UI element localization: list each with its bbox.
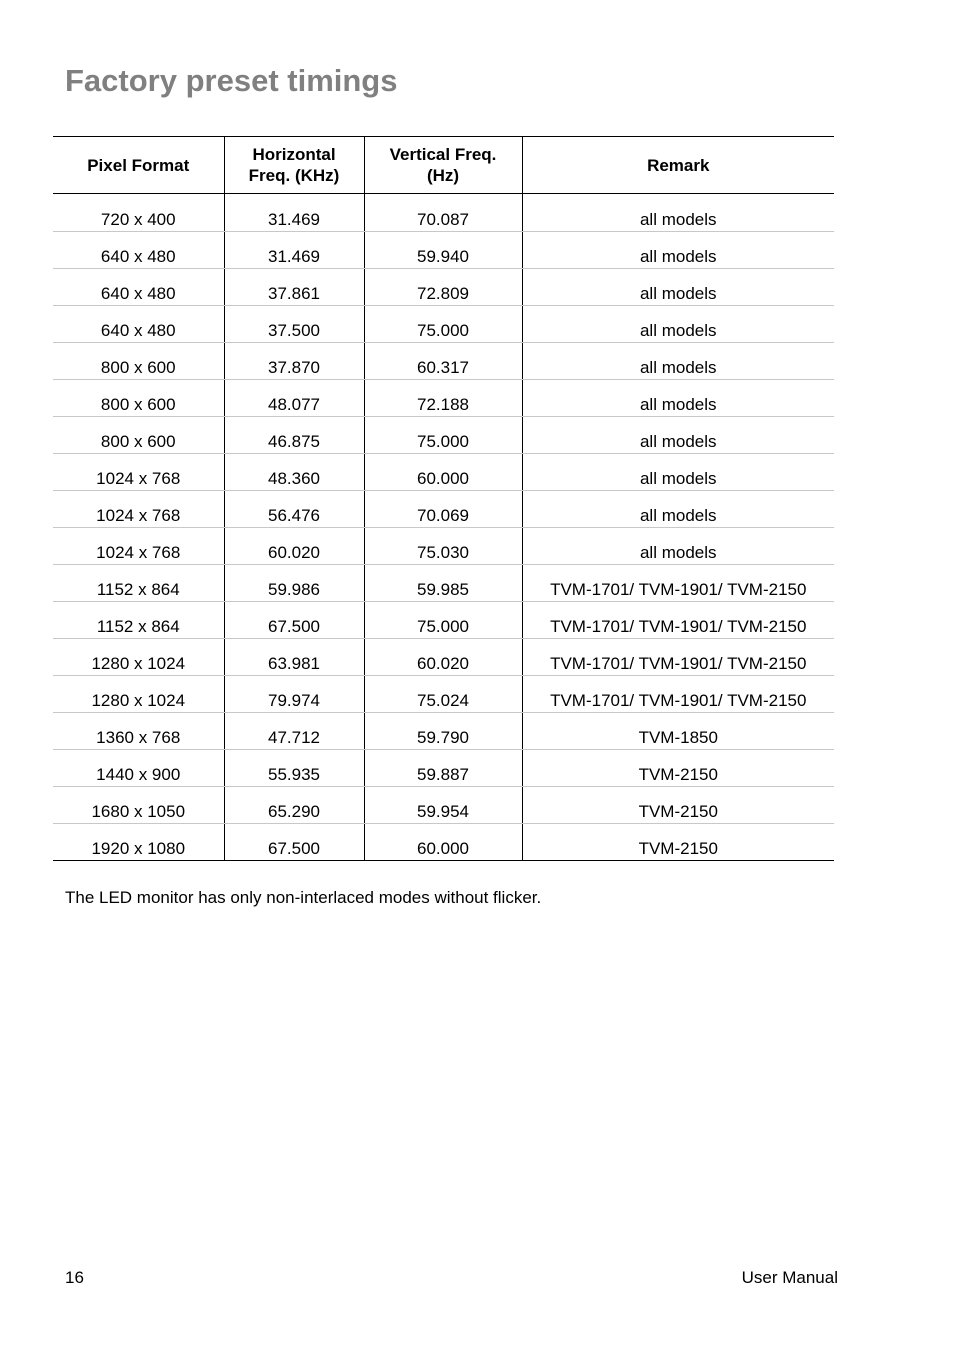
table-body	[53, 194, 834, 861]
table-row	[53, 713, 834, 750]
vertical-freq-cell: 60.317	[364, 343, 522, 380]
pixel-format-cell: 1024 x 768	[53, 491, 224, 528]
horizontal-freq-cell: 37.870	[224, 343, 364, 380]
table-row	[53, 491, 834, 528]
header-pixel-format	[53, 137, 224, 194]
pixel-format-cell: 720 x 400	[53, 194, 224, 232]
pixel-format-cell: 800 x 600	[53, 417, 224, 454]
table-row	[53, 750, 834, 787]
table-header	[53, 137, 834, 194]
vertical-freq-cell: 59.887	[364, 750, 522, 787]
remark-cell: all models	[522, 194, 834, 232]
footer-document-title: User Manual	[741, 1268, 838, 1287]
table-row	[53, 787, 834, 824]
vertical-freq-cell: 60.000	[364, 824, 522, 861]
vertical-freq-cell: 75.000	[364, 602, 522, 639]
table-row	[53, 194, 834, 232]
horizontal-freq-cell: 48.360	[224, 454, 364, 491]
vertical-freq-cell: 75.000	[364, 417, 522, 454]
horizontal-freq-cell: 31.469	[224, 194, 364, 232]
vertical-freq-cell: 75.000	[364, 306, 522, 343]
pixel-format-cell: 640 x 480	[53, 306, 224, 343]
remark-cell: all models	[522, 454, 834, 491]
horizontal-freq-cell: 55.935	[224, 750, 364, 787]
vertical-freq-cell: 59.940	[364, 232, 522, 269]
remark-cell: TVM-1701/ TVM-1901/ TVM-2150	[522, 639, 834, 676]
vertical-freq-cell: 59.985	[364, 565, 522, 602]
preset-timings-table	[53, 136, 834, 861]
vertical-freq-cell: 75.030	[364, 528, 522, 565]
table-row	[53, 343, 834, 380]
pixel-format-cell: 1280 x 1024	[53, 639, 224, 676]
horizontal-freq-cell: 63.981	[224, 639, 364, 676]
non-interlaced-note: The LED monitor has only non-interlaced modes without flicker.	[65, 888, 542, 907]
header-remark	[522, 137, 834, 194]
table-row	[53, 528, 834, 565]
pixel-format-cell: 1440 x 900	[53, 750, 224, 787]
horizontal-freq-cell: 59.986	[224, 565, 364, 602]
horizontal-freq-cell: 37.500	[224, 306, 364, 343]
remark-cell: TVM-1701/ TVM-1901/ TVM-2150	[522, 565, 834, 602]
vertical-freq-cell: 60.000	[364, 454, 522, 491]
header-horizontal-freq	[224, 137, 364, 194]
vertical-freq-cell: 75.024	[364, 676, 522, 713]
remark-cell: all models	[522, 232, 834, 269]
table-row	[53, 232, 834, 269]
table-row	[53, 565, 834, 602]
remark-cell: all models	[522, 306, 834, 343]
page-title: Factory preset timings	[65, 63, 398, 98]
pixel-format-cell: 800 x 600	[53, 343, 224, 380]
vertical-freq-cell: 59.954	[364, 787, 522, 824]
vertical-freq-cell: 70.069	[364, 491, 522, 528]
remark-cell: all models	[522, 417, 834, 454]
table-row	[53, 454, 834, 491]
table-row	[53, 602, 834, 639]
vertical-freq-cell: 60.020	[364, 639, 522, 676]
header-vertical-freq-line2: (Hz)	[426, 166, 460, 185]
horizontal-freq-cell: 48.077	[224, 380, 364, 417]
pixel-format-cell: 1024 x 768	[53, 528, 224, 565]
remark-cell: TVM-1701/ TVM-1901/ TVM-2150	[522, 602, 834, 639]
table-row	[53, 676, 834, 713]
pixel-format-cell: 1680 x 1050	[53, 787, 224, 824]
header-vertical-freq-line1: Vertical Freq.	[389, 145, 497, 164]
vertical-freq-cell: 70.087	[364, 194, 522, 232]
table-row	[53, 269, 834, 306]
remark-cell: TVM-2150	[522, 787, 834, 824]
table-row	[53, 380, 834, 417]
remark-cell: TVM-1850	[522, 713, 834, 750]
table-row	[53, 417, 834, 454]
horizontal-freq-cell: 31.469	[224, 232, 364, 269]
header-row	[53, 137, 834, 194]
horizontal-freq-cell: 37.861	[224, 269, 364, 306]
remark-cell: all models	[522, 491, 834, 528]
pixel-format-cell: 800 x 600	[53, 380, 224, 417]
table-row	[53, 824, 834, 861]
remark-cell: all models	[522, 343, 834, 380]
horizontal-freq-cell: 47.712	[224, 713, 364, 750]
pixel-format-cell: 1152 x 864	[53, 602, 224, 639]
horizontal-freq-cell: 60.020	[224, 528, 364, 565]
pixel-format-cell: 1360 x 768	[53, 713, 224, 750]
remark-cell: all models	[522, 380, 834, 417]
pixel-format-cell: 1920 x 1080	[53, 824, 224, 861]
table-row	[53, 639, 834, 676]
remark-cell: TVM-2150	[522, 824, 834, 861]
horizontal-freq-cell: 46.875	[224, 417, 364, 454]
vertical-freq-cell: 72.809	[364, 269, 522, 306]
remark-cell: TVM-1701/ TVM-1901/ TVM-2150	[522, 676, 834, 713]
pixel-format-cell: 1024 x 768	[53, 454, 224, 491]
vertical-freq-cell: 59.790	[364, 713, 522, 750]
remark-cell: all models	[522, 269, 834, 306]
horizontal-freq-cell: 67.500	[224, 602, 364, 639]
pixel-format-cell: 1152 x 864	[53, 565, 224, 602]
remark-cell: all models	[522, 528, 834, 565]
pixel-format-cell: 640 x 480	[53, 232, 224, 269]
vertical-freq-cell: 72.188	[364, 380, 522, 417]
header-horizontal-freq-line1: Horizontal	[252, 145, 336, 164]
horizontal-freq-cell: 79.974	[224, 676, 364, 713]
header-vertical-freq	[364, 137, 522, 194]
remark-cell: TVM-2150	[522, 750, 834, 787]
header-remark-label: Remark	[647, 155, 710, 175]
header-pixel-format-label: Pixel Format	[87, 155, 190, 175]
header-horizontal-freq-line2: Freq. (KHz)	[248, 166, 340, 185]
table-row	[53, 306, 834, 343]
footer-page-number: 16	[65, 1268, 84, 1287]
pixel-format-cell: 1280 x 1024	[53, 676, 224, 713]
horizontal-freq-cell: 56.476	[224, 491, 364, 528]
pixel-format-cell: 640 x 480	[53, 269, 224, 306]
horizontal-freq-cell: 65.290	[224, 787, 364, 824]
horizontal-freq-cell: 67.500	[224, 824, 364, 861]
